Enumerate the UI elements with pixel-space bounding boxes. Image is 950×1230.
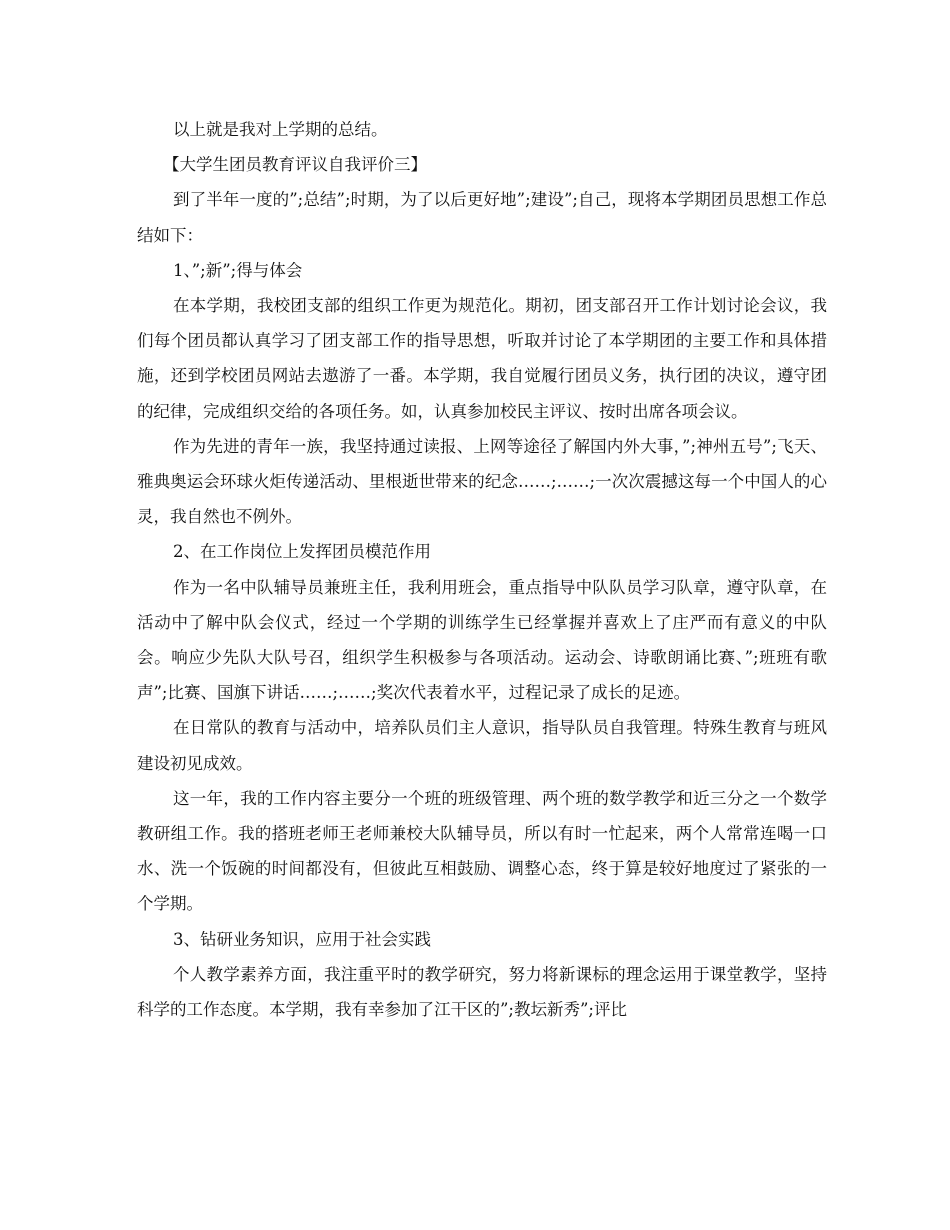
intro-paragraph: 到了半年一度的”;总结”;时期，为了以后更好地”;建设”;自己，现将本学期团员思想工作总结如下： [137, 190, 827, 245]
subheading-2: 2、在工作岗位上发挥团员模范作用 [173, 542, 431, 562]
subheading-1: 1、”;新”;得与体会 [173, 260, 303, 280]
body-paragraph: 这一年，我的工作内容主要分一个班的班级管理、两个班的数学教学和近三分之一个数学教研组工作。我的搭班老师王老师兼校大队辅导员，所以有时一忙起来，两个人常常连喝一口水、洗一个饭碗的时间都没有，但彼此互相鼓励、调整心态，终于算是较好地度过了紧张的一个学期。 [137, 788, 827, 914]
section-heading: 【大学生团员教育评议自我评价三】 [163, 155, 427, 175]
body-paragraph: 在本学期，我校团支部的组织工作更为规范化。期初，团支部召开工作计划讨论会议，我们每个团员都认真学习了团支部工作的指导思想，听取并讨论了本学期团的主要工作和具体措施，还到学校团员网站去遨游了一番。本学期，我自觉履行团员义务，执行团的决议，遵守团的纪律，完成组织交给的各项任务。如，认真参加校民主评议、按时出席各项会议。 [137, 296, 827, 421]
body-paragraph: 作为先进的青年一族，我坚持通过读报、上网等途径了解国内外大事，”;神州五号”;飞天、雅典奥运会环球火炬传递活动、里根逝世带来的纪念……;……;一次次震撼这每一个中国人的心灵，我自然也不例外。 [137, 436, 827, 527]
body-paragraph: 在日常队的教育与活动中，培养队员们主人意识，指导队员自我管理。特殊生教育与班风建设初见成效。 [137, 718, 827, 773]
subheading-3: 3、钻研业务知识，应用于社会实践 [173, 929, 431, 949]
body-paragraph: 作为一名中队辅导员兼班主任，我利用班会，重点指导中队队员学习队章，遵守队章，在活动中了解中队会仪式，经过一个学期的训练学生已经掌握并喜欢上了庄严而有意义的中队会。响应少先队大队号召，组织学生积极参与各项活动。运动会、诗歌朗诵比赛、”;班班有歌声”;比赛、国旗下讲话……;……;奖次代表着水平，过程记录了成长的足迹。 [137, 577, 827, 703]
document-page [137, 112, 827, 1027]
body-paragraph: 个人教学素养方面，我注重平时的教学研究，努力将新课标的理念运用于课堂教学，坚持科学的工作态度。本学期，我有幸参加了江干区的”;教坛新秀”;评比 [137, 964, 827, 1020]
closing-sentence: 以上就是我对上学期的总结。 [173, 120, 388, 139]
